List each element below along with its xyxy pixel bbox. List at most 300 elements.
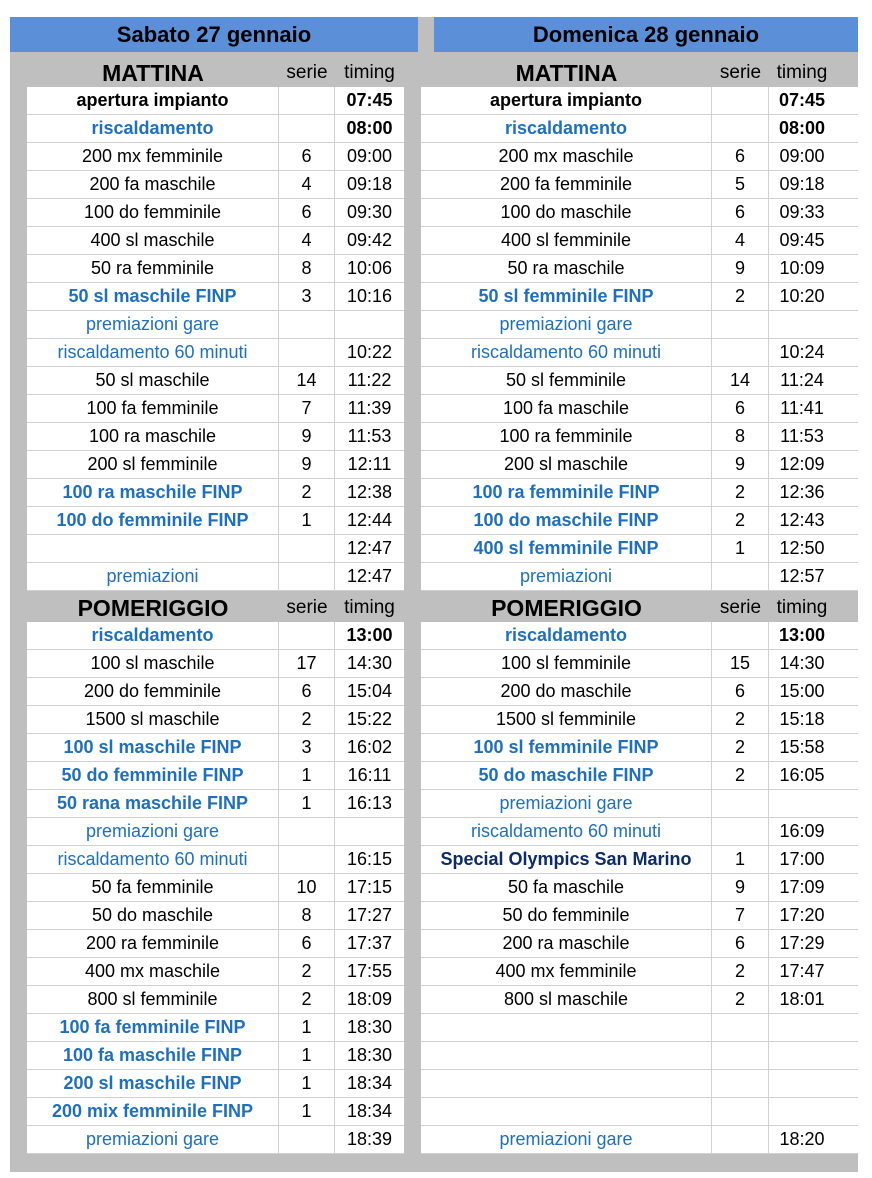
event-name: 200 sl maschile FINP [27, 1070, 279, 1097]
schedule-row [27, 395, 404, 423]
event-time: 10:22 [346, 342, 393, 362]
event-name: 50 sl maschile [27, 367, 279, 394]
sunday-column [421, 56, 858, 1154]
event-time: 15:04 [346, 681, 393, 701]
event-name: 200 fa maschile [27, 171, 279, 198]
serie-count [712, 1014, 769, 1041]
event-name [27, 535, 279, 562]
event-time [769, 311, 835, 338]
event-time: 08:00 [778, 118, 826, 138]
event-name: riscaldamento 60 minuti [27, 339, 279, 366]
schedule-row [421, 706, 858, 734]
schedule-row [27, 818, 404, 846]
event-time: 18:30 [346, 1045, 393, 1065]
event-time: 17:09 [779, 877, 825, 897]
serie-count [279, 846, 335, 873]
serie-count: 1 [279, 1070, 335, 1097]
schedule-row [421, 339, 858, 367]
schedule-row [27, 535, 404, 563]
schedule-row [27, 762, 404, 790]
schedule-row [421, 902, 858, 930]
event-name: riscaldamento [27, 115, 279, 142]
event-time: 11:53 [347, 426, 392, 446]
event-name [421, 1042, 712, 1069]
event-time [335, 818, 404, 845]
schedule-row [421, 1098, 858, 1126]
event-time: 16:15 [346, 849, 393, 869]
event-name: 100 do femminile [27, 199, 279, 226]
day-title: Domenica 28 gennaio [532, 22, 760, 47]
serie-count: 9 [712, 874, 769, 901]
event-time: 07:45 [346, 90, 393, 110]
serie-count [279, 563, 335, 590]
event-name: 50 sl femminile FINP [421, 283, 712, 310]
serie-count: 1 [279, 507, 335, 534]
serie-count [712, 1070, 769, 1097]
schedule-row [27, 311, 404, 339]
schedule-row [27, 1014, 404, 1042]
serie-count: 8 [279, 902, 335, 929]
event-name: premiazioni gare [27, 818, 279, 845]
event-time: 12:43 [779, 510, 825, 530]
schedule-row [421, 115, 858, 143]
event-name: 100 sl maschile [27, 650, 279, 677]
event-time: 09:18 [779, 174, 825, 194]
serie-count [279, 818, 335, 845]
event-name: 200 do maschile [421, 678, 712, 705]
schedule-row [421, 1014, 858, 1042]
serie-count [712, 818, 769, 845]
event-time: 16:11 [347, 765, 392, 785]
schedule-row [421, 87, 858, 115]
serie-count: 6 [279, 678, 335, 705]
schedule-row [27, 1098, 404, 1126]
event-name: 100 ra femminile [421, 423, 712, 450]
serie-count: 1 [279, 790, 335, 817]
section-title: MATTINA [515, 60, 618, 86]
serie-count [712, 87, 769, 114]
event-name: riscaldamento [421, 115, 712, 142]
event-time: 12:36 [779, 482, 825, 502]
schedule-row [421, 1126, 858, 1154]
event-name: riscaldamento [27, 622, 279, 649]
event-time: 16:09 [779, 821, 825, 841]
serie-count: 9 [279, 423, 335, 450]
event-time [769, 1098, 835, 1125]
schedule-row [27, 423, 404, 451]
serie-count [279, 87, 335, 114]
serie-count: 6 [279, 930, 335, 957]
sunday-morning-section-header [421, 56, 858, 87]
event-name: 50 do femminile FINP [27, 762, 279, 789]
serie-count [712, 1098, 769, 1125]
serie-count: 1 [279, 1042, 335, 1069]
schedule-row [421, 283, 858, 311]
event-name: 50 ra maschile [421, 255, 712, 282]
schedule-row [421, 563, 858, 591]
schedule-row [27, 734, 404, 762]
day-header-saturday [10, 17, 418, 52]
timing-column-header: timing [776, 62, 828, 83]
event-name: premiazioni [27, 563, 279, 590]
event-time: 10:24 [779, 342, 825, 362]
section-title: POMERIGGIO [491, 595, 642, 621]
serie-count: 2 [712, 762, 769, 789]
schedule-row [421, 846, 858, 874]
event-name: 50 do maschile FINP [421, 762, 712, 789]
event-time: 09:30 [346, 202, 393, 222]
schedule-row [27, 706, 404, 734]
event-name: 400 sl femminile FINP [421, 535, 712, 562]
schedule-row [421, 451, 858, 479]
event-name: 200 mix femminile FINP [27, 1098, 279, 1125]
event-time: 17:55 [346, 961, 393, 981]
event-name: 100 fa maschile [421, 395, 712, 422]
serie-count [279, 1126, 335, 1153]
serie-count [712, 115, 769, 142]
serie-count: 2 [712, 283, 769, 310]
schedule-row [27, 339, 404, 367]
serie-count: 1 [712, 535, 769, 562]
event-time: 12:57 [779, 566, 825, 586]
event-time: 12:11 [347, 454, 392, 474]
event-time: 09:00 [346, 146, 393, 166]
event-time: 14:30 [779, 653, 825, 673]
event-time: 12:44 [346, 510, 393, 530]
serie-column-header: serie [286, 597, 328, 618]
event-time [769, 1014, 835, 1041]
event-time: 18:30 [346, 1017, 393, 1037]
event-time: 13:00 [778, 625, 826, 645]
schedule-row [27, 1126, 404, 1154]
event-time: 11:39 [347, 398, 392, 418]
event-name: 200 do femminile [27, 678, 279, 705]
event-name: premiazioni [421, 563, 712, 590]
event-name: 800 sl maschile [421, 986, 712, 1013]
serie-count: 1 [279, 762, 335, 789]
event-name: 50 ra femminile [27, 255, 279, 282]
schedule-row [421, 622, 858, 650]
serie-count: 9 [712, 451, 769, 478]
event-time: 10:16 [346, 286, 393, 306]
schedule-row [27, 171, 404, 199]
serie-count: 10 [279, 874, 335, 901]
serie-count [712, 563, 769, 590]
event-time: 17:29 [779, 933, 825, 953]
event-name: 100 do maschile FINP [421, 507, 712, 534]
event-name: 100 ra maschile [27, 423, 279, 450]
serie-count: 6 [279, 143, 335, 170]
saturday-column [27, 56, 404, 1154]
day-header-sunday [434, 17, 858, 52]
schedule-row [421, 423, 858, 451]
serie-count [712, 1126, 769, 1153]
event-name: 100 do maschile [421, 199, 712, 226]
event-time [769, 790, 835, 817]
event-time: 09:45 [779, 230, 825, 250]
event-name: riscaldamento [421, 622, 712, 649]
event-time [769, 1042, 835, 1069]
serie-count: 4 [712, 227, 769, 254]
schedule-row [27, 790, 404, 818]
timing-column-header: timing [776, 597, 828, 618]
schedule-row [27, 622, 404, 650]
event-time: 16:13 [346, 793, 393, 813]
schedule-row [27, 678, 404, 706]
event-time: 15:58 [779, 737, 825, 757]
event-time: 17:47 [779, 961, 825, 981]
event-name: premiazioni gare [421, 790, 712, 817]
serie-count: 2 [712, 958, 769, 985]
serie-count: 6 [712, 930, 769, 957]
schedule-row [27, 507, 404, 535]
event-name: premiazioni gare [421, 311, 712, 338]
event-name: 50 rana maschile FINP [27, 790, 279, 817]
event-time: 16:02 [346, 737, 393, 757]
event-name: 100 do femminile FINP [27, 507, 279, 534]
event-time: 17:27 [346, 905, 393, 925]
event-name: 50 sl maschile FINP [27, 283, 279, 310]
event-name: 200 mx maschile [421, 143, 712, 170]
schedule-row [27, 958, 404, 986]
event-name: apertura impianto [27, 87, 279, 114]
schedule-row [421, 255, 858, 283]
event-name: 100 sl maschile FINP [27, 734, 279, 761]
event-name: 1500 sl maschile [27, 706, 279, 733]
event-time: 07:45 [778, 90, 826, 110]
serie-count [279, 622, 335, 649]
event-name: 400 sl femminile [421, 227, 712, 254]
serie-count: 4 [279, 227, 335, 254]
event-name: 100 ra femminile FINP [421, 479, 712, 506]
event-name: premiazioni gare [27, 1126, 279, 1153]
schedule-row [421, 874, 858, 902]
event-name: 200 sl femminile [27, 451, 279, 478]
schedule-row [421, 818, 858, 846]
serie-count: 2 [279, 479, 335, 506]
schedule-row [27, 227, 404, 255]
schedule-row [27, 199, 404, 227]
event-name: 50 do maschile [27, 902, 279, 929]
serie-column-header: serie [719, 597, 762, 618]
serie-count: 15 [712, 650, 769, 677]
schedule-row [27, 902, 404, 930]
event-time: 09:42 [346, 230, 393, 250]
event-name: 400 mx femminile [421, 958, 712, 985]
serie-count: 6 [712, 678, 769, 705]
event-name: Special Olympics San Marino [421, 846, 712, 873]
event-name: 800 sl femminile [27, 986, 279, 1013]
event-name: premiazioni gare [27, 311, 279, 338]
serie-count [712, 311, 769, 338]
event-name: 50 do femminile [421, 902, 712, 929]
serie-count: 5 [712, 171, 769, 198]
event-time: 14:30 [346, 653, 393, 673]
serie-count: 17 [279, 650, 335, 677]
event-time: 16:05 [779, 765, 825, 785]
schedule-row [27, 930, 404, 958]
day-title: Sabato 27 gennaio [116, 22, 312, 47]
schedule-row [27, 874, 404, 902]
event-name: 50 fa femminile [27, 874, 279, 901]
event-name: 400 mx maschile [27, 958, 279, 985]
event-time: 12:47 [346, 566, 393, 586]
serie-count [712, 622, 769, 649]
serie-count: 2 [712, 507, 769, 534]
event-name: 200 sl maschile [421, 451, 712, 478]
event-time [335, 311, 404, 338]
event-time: 12:09 [779, 454, 825, 474]
serie-count: 2 [712, 706, 769, 733]
serie-count [279, 115, 335, 142]
event-name: riscaldamento 60 minuti [421, 818, 712, 845]
schedule-row [421, 1042, 858, 1070]
event-time: 09:00 [779, 146, 825, 166]
event-name: 50 sl femminile [421, 367, 712, 394]
schedule-row [421, 986, 858, 1014]
serie-count: 9 [279, 451, 335, 478]
serie-count: 3 [279, 734, 335, 761]
serie-count: 6 [712, 395, 769, 422]
event-time: 10:06 [346, 258, 393, 278]
schedule-row [421, 199, 858, 227]
schedule-row [27, 479, 404, 507]
serie-count: 8 [712, 423, 769, 450]
schedule-row [27, 87, 404, 115]
event-time: 18:34 [346, 1073, 393, 1093]
schedule-row [27, 846, 404, 874]
event-name: riscaldamento 60 minuti [421, 339, 712, 366]
event-time: 11:24 [780, 370, 824, 390]
schedule-row [27, 1042, 404, 1070]
schedule-row [421, 535, 858, 563]
serie-column-header: serie [719, 62, 762, 83]
schedule-row [421, 171, 858, 199]
event-name: apertura impianto [421, 87, 712, 114]
sunday-afternoon-schedule-table [421, 622, 858, 1154]
schedule-row [27, 367, 404, 395]
event-time: 17:37 [346, 933, 393, 953]
event-time: 13:00 [346, 625, 393, 645]
event-name: 100 sl femminile [421, 650, 712, 677]
event-name [421, 1098, 712, 1125]
event-time: 12:38 [346, 482, 393, 502]
schedule-row [27, 1070, 404, 1098]
schedule-row [421, 367, 858, 395]
sunday-morning-schedule-table [421, 87, 858, 591]
schedule-row [421, 650, 858, 678]
saturday-afternoon-section-header [27, 591, 404, 622]
schedule-row [421, 734, 858, 762]
event-time [769, 1070, 835, 1097]
serie-count: 1 [279, 1014, 335, 1041]
schedule-row [27, 255, 404, 283]
serie-count: 2 [279, 986, 335, 1013]
sunday-afternoon-section-header [421, 591, 858, 622]
schedule-row [421, 1070, 858, 1098]
schedule-row [27, 143, 404, 171]
event-time: 15:00 [779, 681, 825, 701]
event-time: 17:15 [346, 877, 393, 897]
serie-count: 2 [712, 986, 769, 1013]
schedule-row [421, 678, 858, 706]
schedule-row [421, 507, 858, 535]
event-name: 100 sl femminile FINP [421, 734, 712, 761]
serie-count [279, 311, 335, 338]
schedule-row [421, 790, 858, 818]
serie-count: 6 [712, 143, 769, 170]
serie-count: 8 [279, 255, 335, 282]
event-time: 12:47 [346, 538, 393, 558]
event-name: 100 ra maschile FINP [27, 479, 279, 506]
serie-count [712, 790, 769, 817]
event-time: 18:34 [346, 1101, 393, 1121]
schedule-row [27, 563, 404, 591]
event-time: 18:09 [346, 989, 393, 1009]
serie-count: 2 [279, 706, 335, 733]
event-time: 18:01 [779, 989, 825, 1009]
event-name: 200 mx femminile [27, 143, 279, 170]
serie-count: 7 [279, 395, 335, 422]
schedule-row [421, 762, 858, 790]
serie-count: 3 [279, 283, 335, 310]
timing-column-header: timing [344, 597, 395, 618]
event-time: 11:41 [780, 398, 824, 418]
serie-count: 6 [712, 199, 769, 226]
event-time: 08:00 [346, 118, 393, 138]
schedule-row [27, 115, 404, 143]
event-time: 11:22 [347, 370, 392, 390]
event-time: 09:33 [779, 202, 825, 222]
event-name [421, 1070, 712, 1097]
schedule-row [27, 283, 404, 311]
section-title: POMERIGGIO [77, 595, 229, 621]
event-name: riscaldamento 60 minuti [27, 846, 279, 873]
event-name: 200 ra maschile [421, 930, 712, 957]
schedule-row [421, 143, 858, 171]
serie-count: 2 [712, 479, 769, 506]
event-name: premiazioni gare [421, 1126, 712, 1153]
saturday-morning-section-header [27, 56, 404, 87]
section-title: MATTINA [102, 60, 204, 86]
serie-count: 6 [279, 199, 335, 226]
event-time: 15:22 [346, 709, 393, 729]
schedule-row [421, 311, 858, 339]
event-name: 200 ra femminile [27, 930, 279, 957]
serie-count [712, 339, 769, 366]
serie-count: 4 [279, 171, 335, 198]
event-time: 11:53 [780, 426, 824, 446]
event-name: 100 fa femminile FINP [27, 1014, 279, 1041]
event-name: 50 fa maschile [421, 874, 712, 901]
serie-column-header: serie [286, 62, 328, 83]
event-name [421, 1014, 712, 1041]
event-time: 18:39 [346, 1129, 393, 1149]
serie-count: 14 [279, 367, 335, 394]
event-name: 100 fa femminile [27, 395, 279, 422]
saturday-afternoon-schedule-table [27, 622, 404, 1154]
event-time: 09:18 [346, 174, 393, 194]
schedule-row [421, 930, 858, 958]
schedule-row [421, 479, 858, 507]
schedule-row [421, 395, 858, 423]
schedule-row [27, 451, 404, 479]
event-name: 1500 sl femminile [421, 706, 712, 733]
serie-count [279, 339, 335, 366]
serie-count: 1 [712, 846, 769, 873]
event-time: 18:20 [779, 1129, 825, 1149]
serie-count [712, 1042, 769, 1069]
